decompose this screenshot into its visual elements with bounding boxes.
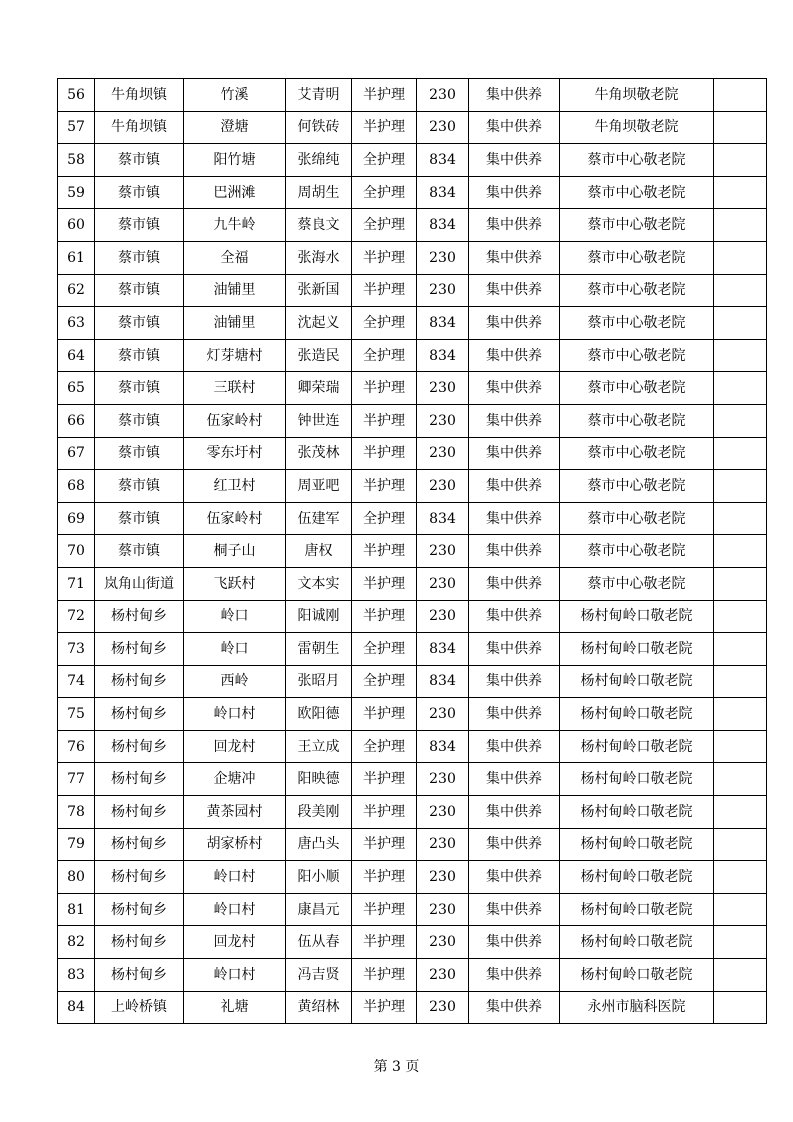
note-cell xyxy=(714,209,767,242)
amount-cell: 230 xyxy=(417,372,469,405)
amount-cell: 834 xyxy=(417,339,469,372)
town-cell: 杨村甸乡 xyxy=(95,698,184,731)
care-level-cell: 半护理 xyxy=(352,437,417,470)
village-cell: 澄塘 xyxy=(184,111,286,144)
care-level-cell: 全护理 xyxy=(352,633,417,666)
table-row xyxy=(58,893,767,926)
town-cell: 蔡市镇 xyxy=(95,535,184,568)
row-number: 65 xyxy=(58,372,95,405)
institution-cell: 永州市脑科医院 xyxy=(560,991,714,1024)
support-mode-cell: 集中供养 xyxy=(469,959,560,992)
village-cell: 油铺里 xyxy=(184,307,286,340)
row-number: 59 xyxy=(58,176,95,209)
support-mode-cell: 集中供养 xyxy=(469,241,560,274)
town-cell: 蔡市镇 xyxy=(95,241,184,274)
support-mode-cell: 集中供养 xyxy=(469,535,560,568)
support-mode-cell: 集中供养 xyxy=(469,698,560,731)
village-cell: 岭口村 xyxy=(184,959,286,992)
village-cell: 全福 xyxy=(184,241,286,274)
amount-cell: 230 xyxy=(417,796,469,829)
village-cell: 岭口 xyxy=(184,600,286,633)
village-cell: 伍家岭村 xyxy=(184,502,286,535)
note-cell xyxy=(714,959,767,992)
name-cell: 唐凸头 xyxy=(286,828,352,861)
village-cell: 回龙村 xyxy=(184,926,286,959)
amount-cell: 834 xyxy=(417,730,469,763)
row-number: 57 xyxy=(58,111,95,144)
name-cell: 张新国 xyxy=(286,274,352,307)
name-cell: 张绵纯 xyxy=(286,144,352,177)
table-row xyxy=(58,144,767,177)
note-cell xyxy=(714,828,767,861)
town-cell: 杨村甸乡 xyxy=(95,763,184,796)
name-cell: 沈起义 xyxy=(286,307,352,340)
name-cell: 唐权 xyxy=(286,535,352,568)
village-cell: 飞跃村 xyxy=(184,567,286,600)
table-row xyxy=(58,633,767,666)
name-cell: 蔡良文 xyxy=(286,209,352,242)
note-cell xyxy=(714,372,767,405)
support-mode-cell: 集中供养 xyxy=(469,633,560,666)
care-level-cell: 半护理 xyxy=(352,959,417,992)
name-cell: 张茂林 xyxy=(286,437,352,470)
institution-cell: 杨村甸岭口敬老院 xyxy=(560,861,714,894)
support-mode-cell: 集中供养 xyxy=(469,567,560,600)
note-cell xyxy=(714,535,767,568)
village-cell: 岭口村 xyxy=(184,861,286,894)
institution-cell: 杨村甸岭口敬老院 xyxy=(560,665,714,698)
care-level-cell: 半护理 xyxy=(352,926,417,959)
institution-cell: 蔡市中心敬老院 xyxy=(560,502,714,535)
amount-cell: 230 xyxy=(417,241,469,274)
amount-cell: 834 xyxy=(417,665,469,698)
table-row xyxy=(58,730,767,763)
table-row xyxy=(58,241,767,274)
name-cell: 段美刚 xyxy=(286,796,352,829)
care-level-cell: 半护理 xyxy=(352,796,417,829)
amount-cell: 230 xyxy=(417,470,469,503)
village-cell: 阳竹塘 xyxy=(184,144,286,177)
town-cell: 蔡市镇 xyxy=(95,502,184,535)
name-cell: 卿荣瑞 xyxy=(286,372,352,405)
note-cell xyxy=(714,274,767,307)
institution-cell: 蔡市中心敬老院 xyxy=(560,372,714,405)
table-row xyxy=(58,437,767,470)
support-mode-cell: 集中供养 xyxy=(469,893,560,926)
support-mode-cell: 集中供养 xyxy=(469,111,560,144)
name-cell: 周亚吧 xyxy=(286,470,352,503)
support-mode-cell: 集中供养 xyxy=(469,372,560,405)
note-cell xyxy=(714,665,767,698)
care-level-cell: 全护理 xyxy=(352,339,417,372)
support-mode-cell: 集中供养 xyxy=(469,209,560,242)
note-cell xyxy=(714,730,767,763)
care-level-cell: 半护理 xyxy=(352,861,417,894)
row-number: 80 xyxy=(58,861,95,894)
amount-cell: 230 xyxy=(417,79,469,112)
town-cell: 蔡市镇 xyxy=(95,372,184,405)
note-cell xyxy=(714,176,767,209)
amount-cell: 230 xyxy=(417,861,469,894)
care-level-cell: 半护理 xyxy=(352,241,417,274)
village-cell: 竹溪 xyxy=(184,79,286,112)
row-number: 58 xyxy=(58,144,95,177)
care-level-cell: 半护理 xyxy=(352,763,417,796)
roster-table xyxy=(57,78,767,1024)
support-mode-cell: 集中供养 xyxy=(469,861,560,894)
name-cell: 张昭月 xyxy=(286,665,352,698)
name-cell: 王立成 xyxy=(286,730,352,763)
support-mode-cell: 集中供养 xyxy=(469,600,560,633)
table-row xyxy=(58,79,767,112)
row-number: 77 xyxy=(58,763,95,796)
care-level-cell: 半护理 xyxy=(352,372,417,405)
town-cell: 杨村甸乡 xyxy=(95,861,184,894)
institution-cell: 杨村甸岭口敬老院 xyxy=(560,600,714,633)
town-cell: 蔡市镇 xyxy=(95,437,184,470)
row-number: 69 xyxy=(58,502,95,535)
name-cell: 何铁砖 xyxy=(286,111,352,144)
row-number: 64 xyxy=(58,339,95,372)
support-mode-cell: 集中供养 xyxy=(469,470,560,503)
care-level-cell: 全护理 xyxy=(352,209,417,242)
institution-cell: 牛角坝敬老院 xyxy=(560,79,714,112)
town-cell: 杨村甸乡 xyxy=(95,600,184,633)
amount-cell: 834 xyxy=(417,633,469,666)
care-level-cell: 全护理 xyxy=(352,730,417,763)
village-cell: 企塘冲 xyxy=(184,763,286,796)
roster-body xyxy=(58,79,767,1024)
name-cell: 张海水 xyxy=(286,241,352,274)
village-cell: 灯芽塘村 xyxy=(184,339,286,372)
row-number: 68 xyxy=(58,470,95,503)
amount-cell: 230 xyxy=(417,698,469,731)
note-cell xyxy=(714,991,767,1024)
care-level-cell: 半护理 xyxy=(352,79,417,112)
table-row xyxy=(58,763,767,796)
note-cell xyxy=(714,600,767,633)
village-cell: 岭口村 xyxy=(184,698,286,731)
row-number: 83 xyxy=(58,959,95,992)
table-row xyxy=(58,111,767,144)
support-mode-cell: 集中供养 xyxy=(469,404,560,437)
support-mode-cell: 集中供养 xyxy=(469,437,560,470)
institution-cell: 蔡市中心敬老院 xyxy=(560,470,714,503)
row-number: 74 xyxy=(58,665,95,698)
note-cell xyxy=(714,339,767,372)
support-mode-cell: 集中供养 xyxy=(469,79,560,112)
note-cell xyxy=(714,307,767,340)
table-row xyxy=(58,698,767,731)
name-cell: 周胡生 xyxy=(286,176,352,209)
amount-cell: 230 xyxy=(417,567,469,600)
town-cell: 上岭桥镇 xyxy=(95,991,184,1024)
institution-cell: 杨村甸岭口敬老院 xyxy=(560,730,714,763)
row-number: 56 xyxy=(58,79,95,112)
institution-cell: 蔡市中心敬老院 xyxy=(560,535,714,568)
care-level-cell: 全护理 xyxy=(352,502,417,535)
institution-cell: 蔡市中心敬老院 xyxy=(560,567,714,600)
note-cell xyxy=(714,796,767,829)
institution-cell: 蔡市中心敬老院 xyxy=(560,274,714,307)
row-number: 79 xyxy=(58,828,95,861)
amount-cell: 230 xyxy=(417,111,469,144)
row-number: 82 xyxy=(58,926,95,959)
support-mode-cell: 集中供养 xyxy=(469,144,560,177)
village-cell: 零东圩村 xyxy=(184,437,286,470)
amount-cell: 230 xyxy=(417,437,469,470)
institution-cell: 蔡市中心敬老院 xyxy=(560,339,714,372)
care-level-cell: 全护理 xyxy=(352,144,417,177)
name-cell: 伍从春 xyxy=(286,926,352,959)
village-cell: 黄茶园村 xyxy=(184,796,286,829)
town-cell: 杨村甸乡 xyxy=(95,730,184,763)
row-number: 72 xyxy=(58,600,95,633)
name-cell: 钟世连 xyxy=(286,404,352,437)
amount-cell: 230 xyxy=(417,926,469,959)
note-cell xyxy=(714,567,767,600)
row-number: 61 xyxy=(58,241,95,274)
town-cell: 牛角坝镇 xyxy=(95,79,184,112)
table-row xyxy=(58,176,767,209)
name-cell: 欧阳德 xyxy=(286,698,352,731)
care-level-cell: 半护理 xyxy=(352,991,417,1024)
care-level-cell: 半护理 xyxy=(352,274,417,307)
row-number: 71 xyxy=(58,567,95,600)
care-level-cell: 全护理 xyxy=(352,665,417,698)
care-level-cell: 半护理 xyxy=(352,567,417,600)
amount-cell: 230 xyxy=(417,828,469,861)
amount-cell: 834 xyxy=(417,176,469,209)
table-row xyxy=(58,274,767,307)
amount-cell: 230 xyxy=(417,274,469,307)
name-cell: 阳小顺 xyxy=(286,861,352,894)
town-cell: 杨村甸乡 xyxy=(95,893,184,926)
support-mode-cell: 集中供养 xyxy=(469,828,560,861)
row-number: 84 xyxy=(58,991,95,1024)
table-row xyxy=(58,665,767,698)
note-cell xyxy=(714,893,767,926)
support-mode-cell: 集中供养 xyxy=(469,274,560,307)
town-cell: 杨村甸乡 xyxy=(95,633,184,666)
institution-cell: 蔡市中心敬老院 xyxy=(560,404,714,437)
table-row xyxy=(58,502,767,535)
institution-cell: 蔡市中心敬老院 xyxy=(560,209,714,242)
town-cell: 杨村甸乡 xyxy=(95,828,184,861)
table-row xyxy=(58,567,767,600)
name-cell: 伍建军 xyxy=(286,502,352,535)
village-cell: 三联村 xyxy=(184,372,286,405)
institution-cell: 蔡市中心敬老院 xyxy=(560,437,714,470)
row-number: 76 xyxy=(58,730,95,763)
name-cell: 张造民 xyxy=(286,339,352,372)
name-cell: 文本实 xyxy=(286,567,352,600)
name-cell: 阳诚刚 xyxy=(286,600,352,633)
town-cell: 蔡市镇 xyxy=(95,307,184,340)
village-cell: 回龙村 xyxy=(184,730,286,763)
institution-cell: 杨村甸岭口敬老院 xyxy=(560,828,714,861)
table-row xyxy=(58,535,767,568)
institution-cell: 蔡市中心敬老院 xyxy=(560,176,714,209)
note-cell xyxy=(714,763,767,796)
row-number: 70 xyxy=(58,535,95,568)
table-row xyxy=(58,307,767,340)
amount-cell: 834 xyxy=(417,502,469,535)
amount-cell: 834 xyxy=(417,144,469,177)
village-cell: 油铺里 xyxy=(184,274,286,307)
town-cell: 蔡市镇 xyxy=(95,209,184,242)
care-level-cell: 半护理 xyxy=(352,404,417,437)
amount-cell: 230 xyxy=(417,959,469,992)
care-level-cell: 半护理 xyxy=(352,698,417,731)
care-level-cell: 半护理 xyxy=(352,535,417,568)
note-cell xyxy=(714,470,767,503)
village-cell: 红卫村 xyxy=(184,470,286,503)
amount-cell: 230 xyxy=(417,535,469,568)
note-cell xyxy=(714,241,767,274)
name-cell: 黄绍林 xyxy=(286,991,352,1024)
row-number: 75 xyxy=(58,698,95,731)
amount-cell: 230 xyxy=(417,763,469,796)
table-row xyxy=(58,861,767,894)
town-cell: 蔡市镇 xyxy=(95,404,184,437)
institution-cell: 杨村甸岭口敬老院 xyxy=(560,893,714,926)
amount-cell: 230 xyxy=(417,991,469,1024)
note-cell xyxy=(714,633,767,666)
care-level-cell: 半护理 xyxy=(352,111,417,144)
name-cell: 阳映德 xyxy=(286,763,352,796)
support-mode-cell: 集中供养 xyxy=(469,763,560,796)
amount-cell: 230 xyxy=(417,404,469,437)
table-row xyxy=(58,991,767,1024)
institution-cell: 牛角坝敬老院 xyxy=(560,111,714,144)
village-cell: 桐子山 xyxy=(184,535,286,568)
amount-cell: 230 xyxy=(417,893,469,926)
village-cell: 九牛岭 xyxy=(184,209,286,242)
care-level-cell: 半护理 xyxy=(352,600,417,633)
care-level-cell: 半护理 xyxy=(352,470,417,503)
note-cell xyxy=(714,502,767,535)
institution-cell: 杨村甸岭口敬老院 xyxy=(560,926,714,959)
institution-cell: 杨村甸岭口敬老院 xyxy=(560,763,714,796)
amount-cell: 834 xyxy=(417,209,469,242)
town-cell: 杨村甸乡 xyxy=(95,665,184,698)
name-cell: 冯吉贤 xyxy=(286,959,352,992)
note-cell xyxy=(714,79,767,112)
village-cell: 胡家桥村 xyxy=(184,828,286,861)
table-row xyxy=(58,404,767,437)
town-cell: 蔡市镇 xyxy=(95,176,184,209)
support-mode-cell: 集中供养 xyxy=(469,926,560,959)
amount-cell: 834 xyxy=(417,307,469,340)
institution-cell: 蔡市中心敬老院 xyxy=(560,241,714,274)
town-cell: 蔡市镇 xyxy=(95,470,184,503)
town-cell: 杨村甸乡 xyxy=(95,926,184,959)
name-cell: 雷朝生 xyxy=(286,633,352,666)
page-number: 第 3 页 xyxy=(373,1059,420,1075)
town-cell: 蔡市镇 xyxy=(95,144,184,177)
town-cell: 岚角山街道 xyxy=(95,567,184,600)
town-cell: 蔡市镇 xyxy=(95,339,184,372)
row-number: 67 xyxy=(58,437,95,470)
table-row xyxy=(58,959,767,992)
note-cell xyxy=(714,111,767,144)
support-mode-cell: 集中供养 xyxy=(469,502,560,535)
note-cell xyxy=(714,861,767,894)
table-row xyxy=(58,372,767,405)
support-mode-cell: 集中供养 xyxy=(469,796,560,829)
note-cell xyxy=(714,404,767,437)
institution-cell: 杨村甸岭口敬老院 xyxy=(560,959,714,992)
table-row xyxy=(58,209,767,242)
village-cell: 巴洲滩 xyxy=(184,176,286,209)
institution-cell: 杨村甸岭口敬老院 xyxy=(560,698,714,731)
note-cell xyxy=(714,437,767,470)
support-mode-cell: 集中供养 xyxy=(469,307,560,340)
table-row xyxy=(58,796,767,829)
village-cell: 伍家岭村 xyxy=(184,404,286,437)
institution-cell: 杨村甸岭口敬老院 xyxy=(560,633,714,666)
row-number: 81 xyxy=(58,893,95,926)
support-mode-cell: 集中供养 xyxy=(469,176,560,209)
note-cell xyxy=(714,926,767,959)
village-cell: 礼塘 xyxy=(184,991,286,1024)
table-row xyxy=(58,600,767,633)
care-level-cell: 全护理 xyxy=(352,176,417,209)
row-number: 73 xyxy=(58,633,95,666)
row-number: 62 xyxy=(58,274,95,307)
village-cell: 西岭 xyxy=(184,665,286,698)
row-number: 63 xyxy=(58,307,95,340)
table-row xyxy=(58,828,767,861)
care-level-cell: 半护理 xyxy=(352,828,417,861)
institution-cell: 蔡市中心敬老院 xyxy=(560,144,714,177)
care-level-cell: 全护理 xyxy=(352,307,417,340)
note-cell xyxy=(714,698,767,731)
row-number: 78 xyxy=(58,796,95,829)
name-cell: 康昌元 xyxy=(286,893,352,926)
support-mode-cell: 集中供养 xyxy=(469,991,560,1024)
amount-cell: 230 xyxy=(417,600,469,633)
village-cell: 岭口村 xyxy=(184,893,286,926)
row-number: 66 xyxy=(58,404,95,437)
support-mode-cell: 集中供养 xyxy=(469,665,560,698)
table-row xyxy=(58,926,767,959)
name-cell: 艾青明 xyxy=(286,79,352,112)
table-row xyxy=(58,470,767,503)
note-cell xyxy=(714,144,767,177)
care-level-cell: 半护理 xyxy=(352,893,417,926)
institution-cell: 杨村甸岭口敬老院 xyxy=(560,796,714,829)
institution-cell: 蔡市中心敬老院 xyxy=(560,307,714,340)
village-cell: 岭口 xyxy=(184,633,286,666)
town-cell: 杨村甸乡 xyxy=(95,796,184,829)
row-number: 60 xyxy=(58,209,95,242)
support-mode-cell: 集中供养 xyxy=(469,730,560,763)
town-cell: 杨村甸乡 xyxy=(95,959,184,992)
table-row xyxy=(58,339,767,372)
town-cell: 蔡市镇 xyxy=(95,274,184,307)
support-mode-cell: 集中供养 xyxy=(469,339,560,372)
town-cell: 牛角坝镇 xyxy=(95,111,184,144)
